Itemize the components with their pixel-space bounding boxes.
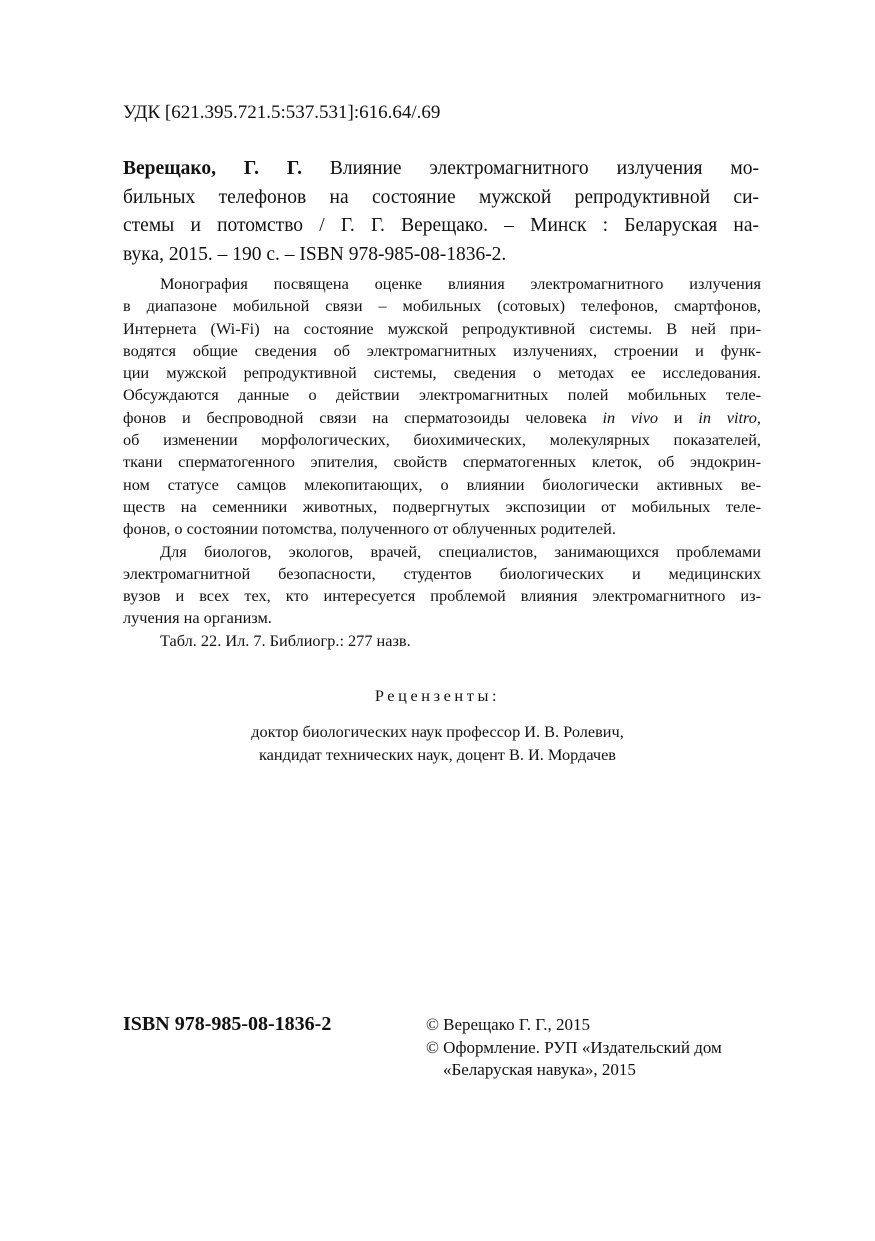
- annotation-line: ществ на семенники животных, подвергнутых экспозиции от мобильных теле-: [123, 496, 761, 516]
- isbn-number: ISBN 978-985-08-1836-2: [123, 1013, 332, 1035]
- text-run: и: [658, 407, 699, 427]
- italic-in-vivo: in vivo: [602, 407, 659, 427]
- annotation-line: об изменении морфологических, биохимических, молекулярных показателей,: [123, 430, 761, 450]
- annotation-line: Интернета (Wi-Fi) на состояние мужской репродуктивной системы. В ней при-: [123, 318, 761, 338]
- biblio-line-1: [123, 155, 759, 184]
- author-name: Верещако, Г. Г.: [123, 158, 302, 179]
- udk-code: УДК [621.395.721.5:537.531]:616.64/.69: [123, 102, 441, 123]
- annotation-line: ции мужской репродуктивной системы, сведения о методах ее исследования.: [123, 363, 761, 383]
- annotation-line-italic: [123, 407, 761, 429]
- reviewer-2: кандидат технических наук, доцент В. И. Мордачев: [258, 745, 616, 764]
- annotation-line: водятся общие сведения об электромагнитных излучениях, строении и функ-: [123, 340, 761, 360]
- reviewers-heading: Рецензенты:: [374, 686, 501, 705]
- annotation-line: Обсуждаются данные о действии электромагнитных полей мобильных теле-: [123, 385, 761, 405]
- annotation-line: вузов и всех тех, кто интересуется проблемой влияния электромагнитного из-: [123, 586, 761, 606]
- reviewer-1: доктор биологических наук профессор И. В. Ролевич,: [251, 722, 624, 741]
- annotation-line: электромагнитной безопасности, студентов биологических и медицинских: [123, 563, 761, 583]
- annotation-line: фонов, о состоянии потомства, полученного от облученных родителей.: [123, 519, 616, 539]
- copyright-author: © Верещако Г. Г., 2015: [426, 1015, 590, 1034]
- annotation-line: ткани сперматогенного эпителия, свойств сперматогенных клеток, об эндокрин-: [123, 452, 761, 472]
- annotation-line: Монография посвящена оценке влияния электромагнитного излучения: [160, 274, 761, 293]
- annotation-stats: Табл. 22. Ил. 7. Библиогр.: 277 назв.: [160, 630, 411, 650]
- bibliographic-record: [123, 155, 759, 269]
- annotation-line: в диапазоне мобильной связи – мобильных (сотовых) телефонов, смартфонов,: [123, 296, 761, 316]
- annotation: [123, 273, 761, 652]
- annotation-line: лучения на организм.: [123, 608, 272, 628]
- biblio-line-3: стемы и потомство / Г. Г. Верещако. – Минск : Беларуская на-: [123, 215, 759, 236]
- annotation-line: Для биологов, экологов, врачей, специалистов, занимающихся проблемами: [160, 541, 761, 561]
- copyright-design: © Оформление. РУП «Издательский дом: [426, 1038, 722, 1057]
- biblio-line-2: бильных телефонов на состояние мужской репродуктивной си-: [123, 186, 759, 208]
- copyright-publisher: «Беларуская навука», 2015: [443, 1060, 636, 1079]
- biblio-line-4: вука, 2015. – 190 с. – ISBN 978-985-08-1836-2.: [123, 243, 507, 265]
- title-start: Влияние электромагнитного излучения мо-: [301, 158, 759, 179]
- text-run: ,: [756, 407, 761, 427]
- italic-in-vitro: in vitro: [698, 407, 757, 427]
- text-run: фонов и беспроводной связи на сперматозоиды человека: [123, 407, 603, 427]
- annotation-line: ном статусе самцов млекопитающих, о влиянии биологически активных ве-: [123, 474, 761, 494]
